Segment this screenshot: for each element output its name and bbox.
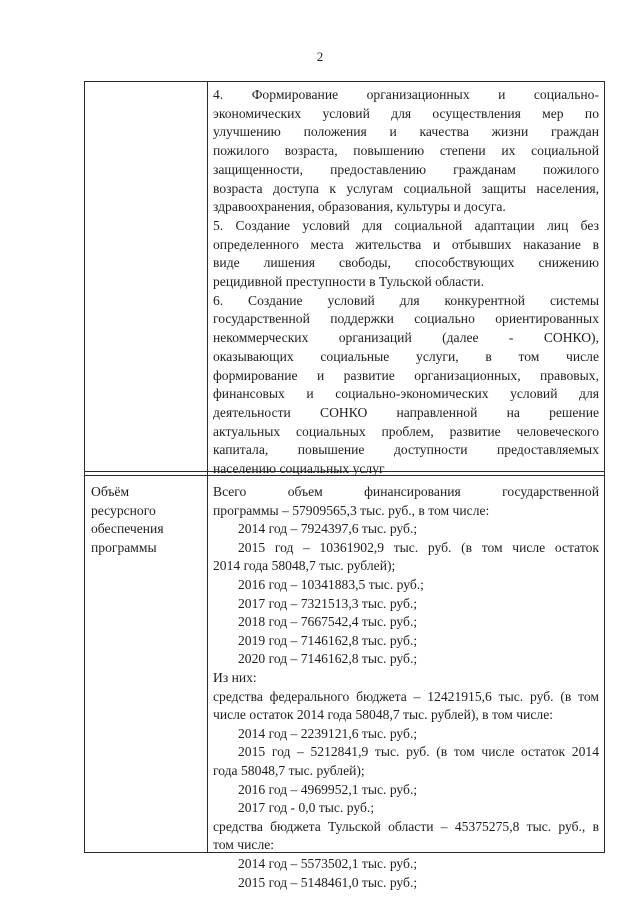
goals-line: населению социальных услуг [213,461,385,476]
funding-line: числе остаток 2014 года 58048,7 тыс. рублей), в том числе: [213,707,554,723]
funding-line: 2016 год – 10341883,5 тыс. руб.; [238,577,424,592]
funding-line: года 58048,7 тыс. рублей); [213,763,365,778]
resource-label-line: обеспечения [91,521,164,536]
page-number: 2 [316,49,324,64]
table-border-top [84,81,605,82]
funding-line: средства бюджета Тульской области – 45375275,8 тыс. руб., в [213,818,599,834]
goals-line: определенного места жительства и отбывших наказание в [213,236,599,252]
goals-line: некоммерческих организаций (далее - СОНКО), [213,330,599,346]
funding-line: том числе: [213,837,275,853]
goals-line: 5. Создание условий для социальной адаптации лиц без [213,217,599,233]
funding-line: 2015 год – 5148461,0 тыс. руб.; [238,874,418,890]
funding-line: Всего объем финансирования государственной [213,484,599,499]
table-border-right [604,81,605,853]
funding-line: Из них: [213,670,257,685]
goals-line: государственной поддержки социально ориентированных [213,311,599,327]
goals-line: защищенности, предоставлению гражданам пожилого [213,161,599,177]
goals-line: 6. Создание условий для конкурентной системы [213,292,599,308]
funding-line: 2014 года 58048,7 тыс. рублей); [213,558,396,574]
resource-label-line: Объём [91,484,130,499]
goals-line: рецидивной преступности в Тульской области. [213,274,484,289]
goals-line: здравоохранения, образования, культуры и досуга. [213,199,506,215]
funding-line: 2016 год – 4969952,1 тыс. руб.; [238,781,418,797]
funding-line: 2015 год – 5212841,9 тыс. руб. (в том числе остаток 2014 [238,744,599,760]
goals-line: 4. Формирование организационных и социально- [213,87,599,102]
goals-line: финансовых и социально-экономических условий для [213,386,599,402]
table-border-left [84,81,85,853]
goals-line: оказывающих социальные услуги, в том числе [213,348,599,364]
column-divider [207,81,208,853]
funding-line: 2014 год – 5573502,1 тыс. руб.; [238,856,418,871]
funding-line: 2018 год – 7667542,4 тыс. руб.; [238,614,418,630]
funding-line: 2014 год – 2239121,6 тыс. руб.; [238,725,418,741]
funding-line: средства федерального бюджета – 12421915,6 тыс. руб. (в том [213,688,599,704]
funding-line: 2015 год – 10361902,9 тыс. руб. (в том числе остаток [238,539,599,555]
goals-line: деятельности СОНКО направленной на решение [213,404,599,420]
resource-label-line: программы [91,539,157,555]
program-passport-table [84,81,605,890]
goals-line: возраста доступа к услугам социальной защиты населения, [213,180,599,196]
resource-label-line: ресурсного [91,502,156,518]
funding-line: 2014 год – 7924397,6 тыс. руб.; [238,521,418,537]
goals-line: актуальных социальных проблем, развитие человеческого [213,423,599,439]
goals-line: пожилого возраста, повышению степени их социальной [213,143,599,159]
goals-line: капитала, повышение доступности предоставляемых [213,442,599,458]
goals-line: виде лишения свободы, способствующих снижению [213,255,599,271]
funding-line: 2017 год – 7321513,3 тыс. руб.; [238,595,418,611]
funding-line: программы – 57909565,3 тыс. руб., в том числе: [213,502,490,518]
goals-line: улучшению положения и качества жизни граждан [213,124,599,140]
funding-line: 2017 год - 0,0 тыс. руб.; [238,800,375,816]
funding-line: 2020 год – 7146162,8 тыс. руб.; [238,651,418,667]
goals-line: формирование и развитие организационных, правовых, [213,367,599,383]
funding-line: 2019 год – 7146162,8 тыс. руб.; [238,632,418,648]
goals-line: экономических условий для осуществления мер по [213,105,599,121]
